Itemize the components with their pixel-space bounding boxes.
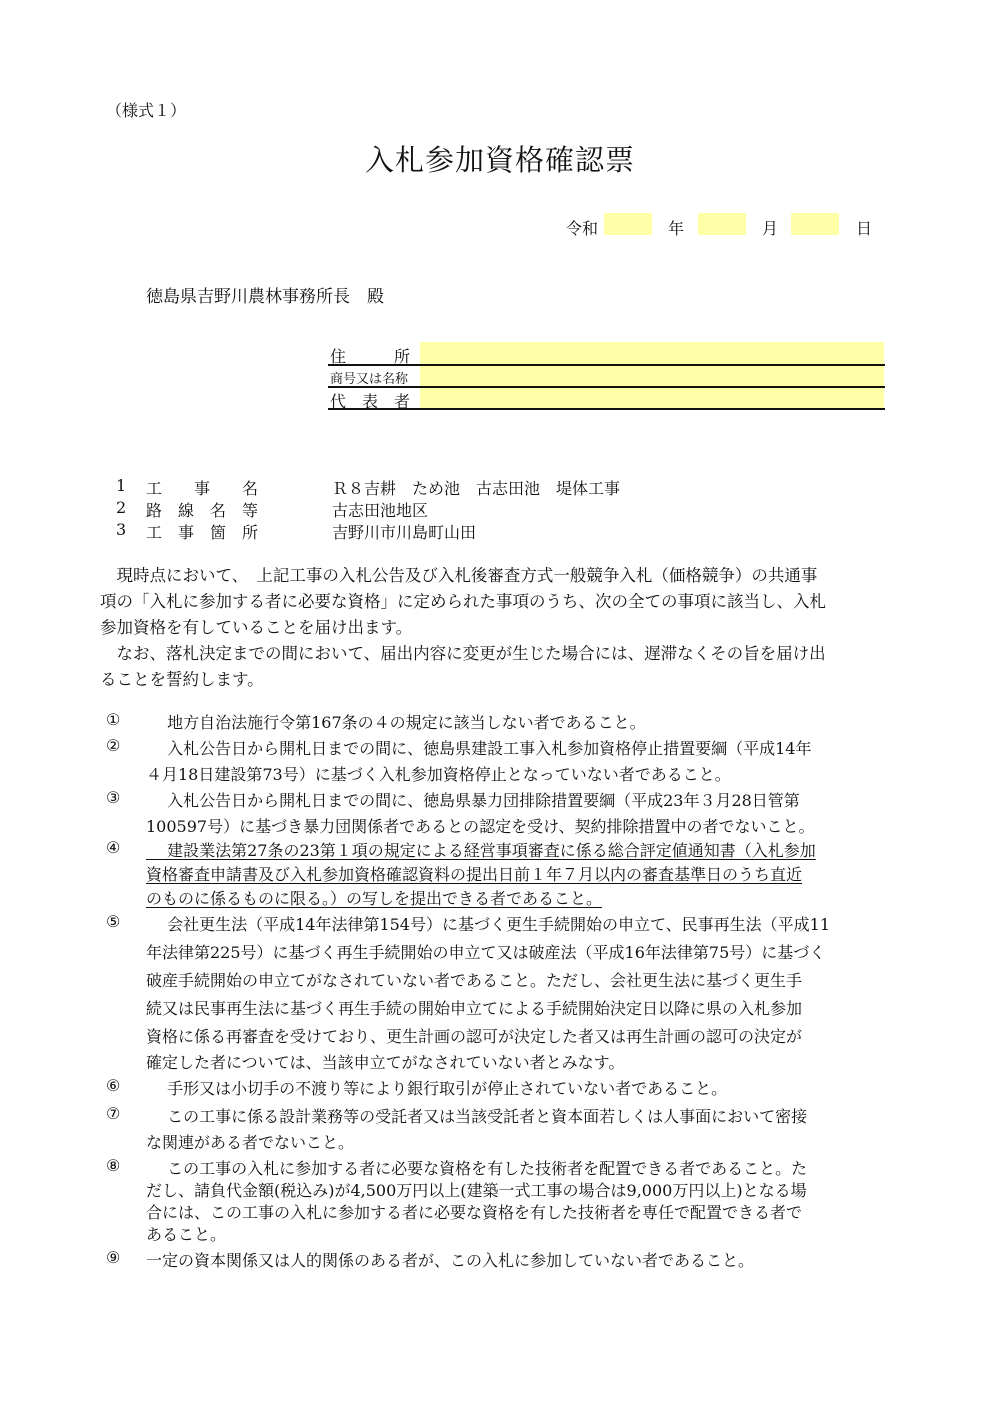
representative-field[interactable] <box>420 388 884 408</box>
item-line: ４月18日建設第73号）に基づく入札参加資格停止となっていない者であること。 <box>146 765 731 784</box>
item-line: 入札公告日から開札日までの間に、徳島県建設工事入札参加資格停止措置要綱（平成14年 <box>146 739 812 758</box>
date-era-year-field[interactable] <box>604 213 652 235</box>
intro-line: ることを誓約します。 <box>100 670 264 689</box>
addressee: 徳島県吉野川農林事務所長 殿 <box>146 287 384 307</box>
company-name-label: 商号又は名称 <box>330 372 409 387</box>
item-line: 地方自治法施行令第167条の４の規定に該当しない者であること。 <box>146 713 646 732</box>
intro-line: 現時点において、 上記工事の入札公告及び入札後審査方式一般競争入札（価格競争）の共通事 <box>100 566 818 585</box>
date-era-label: 令和 <box>566 219 599 238</box>
item-line: 確定した者については、当該申立てがなされていない者とみなす。 <box>146 1053 625 1072</box>
item-line: 会社更生法（平成14年法律第154号）に基づく更生手続開始の申立て、民事再生法（平成11 <box>146 915 831 934</box>
item-number: ⑨ <box>106 1248 121 1267</box>
item-number: ① <box>106 710 121 729</box>
form-number: （様式１） <box>106 101 187 120</box>
item-number: ③ <box>106 788 121 807</box>
project-value: 吉野川市川島町山田 <box>332 523 477 542</box>
item-line: のものに係るものに限る。）の写しを提出できる者であること。 <box>146 889 603 908</box>
date-year-label: 年 <box>668 219 685 238</box>
item-line: あること。 <box>146 1225 227 1244</box>
item-line: だし、請負代金額(税込み)が4,500万円以上(建築一式工事の場合は9,000万円以上)となる場 <box>146 1181 807 1200</box>
project-label: 工 事 名 <box>146 479 259 498</box>
item-line: 合には、この工事の入札に参加する者に必要な資格を有した技術者を専任で配置できる者で <box>146 1203 803 1222</box>
item-line: 手形又は小切手の不渡り等により銀行取引が停止されていない者であること。 <box>146 1079 728 1098</box>
item-line: 一定の資本関係又は人的関係のある者が、この入札に参加していない者であること。 <box>146 1251 755 1270</box>
item-number: ⑦ <box>106 1104 121 1123</box>
project-value: Ｒ８吉耕 ため池 古志田池 堤体工事 <box>332 479 621 498</box>
project-num: 1 <box>116 476 127 495</box>
intro-line: 項の「入札に参加する者に必要な資格」に定められた事項のうち、次の全ての事項に該当し、入札 <box>100 592 826 611</box>
item-line: 資格審査申請書及び入札参加資格確認資料の提出日前１年７月以内の審査基準日のうち直近 <box>146 865 803 884</box>
item-line: な関連がある者でないこと。 <box>146 1133 355 1152</box>
item-number: ⑧ <box>106 1156 121 1175</box>
project-num: 2 <box>116 498 127 517</box>
address-label: 住 所 <box>330 347 411 366</box>
item-number: ⑤ <box>106 912 121 931</box>
page-title: 入札参加資格確認票 <box>364 143 635 177</box>
item-number: ④ <box>106 838 121 857</box>
item-line: この工事の入札に参加する者に必要な資格を有した技術者を配置できる者であること。た <box>146 1159 808 1178</box>
project-value: 古志田池地区 <box>332 501 429 520</box>
address-field[interactable] <box>420 342 884 364</box>
project-label: 工 事 箇 所 <box>146 523 259 542</box>
item-number: ⑥ <box>106 1076 121 1095</box>
item-line: 破産手続開始の申立てがなされていない者であること。ただし、会社更生法に基づく更生手 <box>146 971 803 990</box>
item-line: 資格に係る再審査を受けており、更生計画の認可が決定した者又は再生計画の認可の決定が <box>146 1027 803 1046</box>
intro-line: なお、落札決定までの間において、届出内容に変更が生じた場合には、遅滞なくその旨を届け出 <box>100 644 826 663</box>
item-number: ② <box>106 736 121 755</box>
project-label: 路 線 名 等 <box>146 501 259 520</box>
company-name-field[interactable] <box>420 366 884 386</box>
item-line: 入札公告日から開札日までの間に、徳島県暴力団排除措置要綱（平成23年３月28日管第 <box>146 791 800 810</box>
item-line: 年法律第225号）に基づく再生手続開始の申立て又は破産法（平成16年法律第75号）に基づく <box>146 943 826 962</box>
date-day-field[interactable] <box>791 213 839 235</box>
date-day-label: 日 <box>856 219 873 238</box>
item-line: 100597号）に基づき暴力団関係者であるとの認定を受け、契約排除措置中の者でないこと。 <box>146 817 815 836</box>
item-line: 続又は民事再生法に基づく再生手続の開始申立てによる手続開始決定日以降に県の入札参加 <box>146 999 803 1018</box>
date-month-field[interactable] <box>698 213 746 235</box>
date-month-label: 月 <box>762 219 779 238</box>
item-line: 建設業法第27条の23第１項の規定による経営事項審査に係る総合評定値通知書（入札参加 <box>146 841 816 860</box>
representative-underline <box>328 408 885 410</box>
representative-label: 代 表 者 <box>330 392 411 411</box>
project-num: 3 <box>116 520 127 539</box>
item-line: この工事に係る設計業務等の受託者又は当該受託者と資本面若しくは人事面において密接 <box>146 1107 808 1126</box>
intro-line: 参加資格を有していることを届け出ます。 <box>100 618 413 637</box>
